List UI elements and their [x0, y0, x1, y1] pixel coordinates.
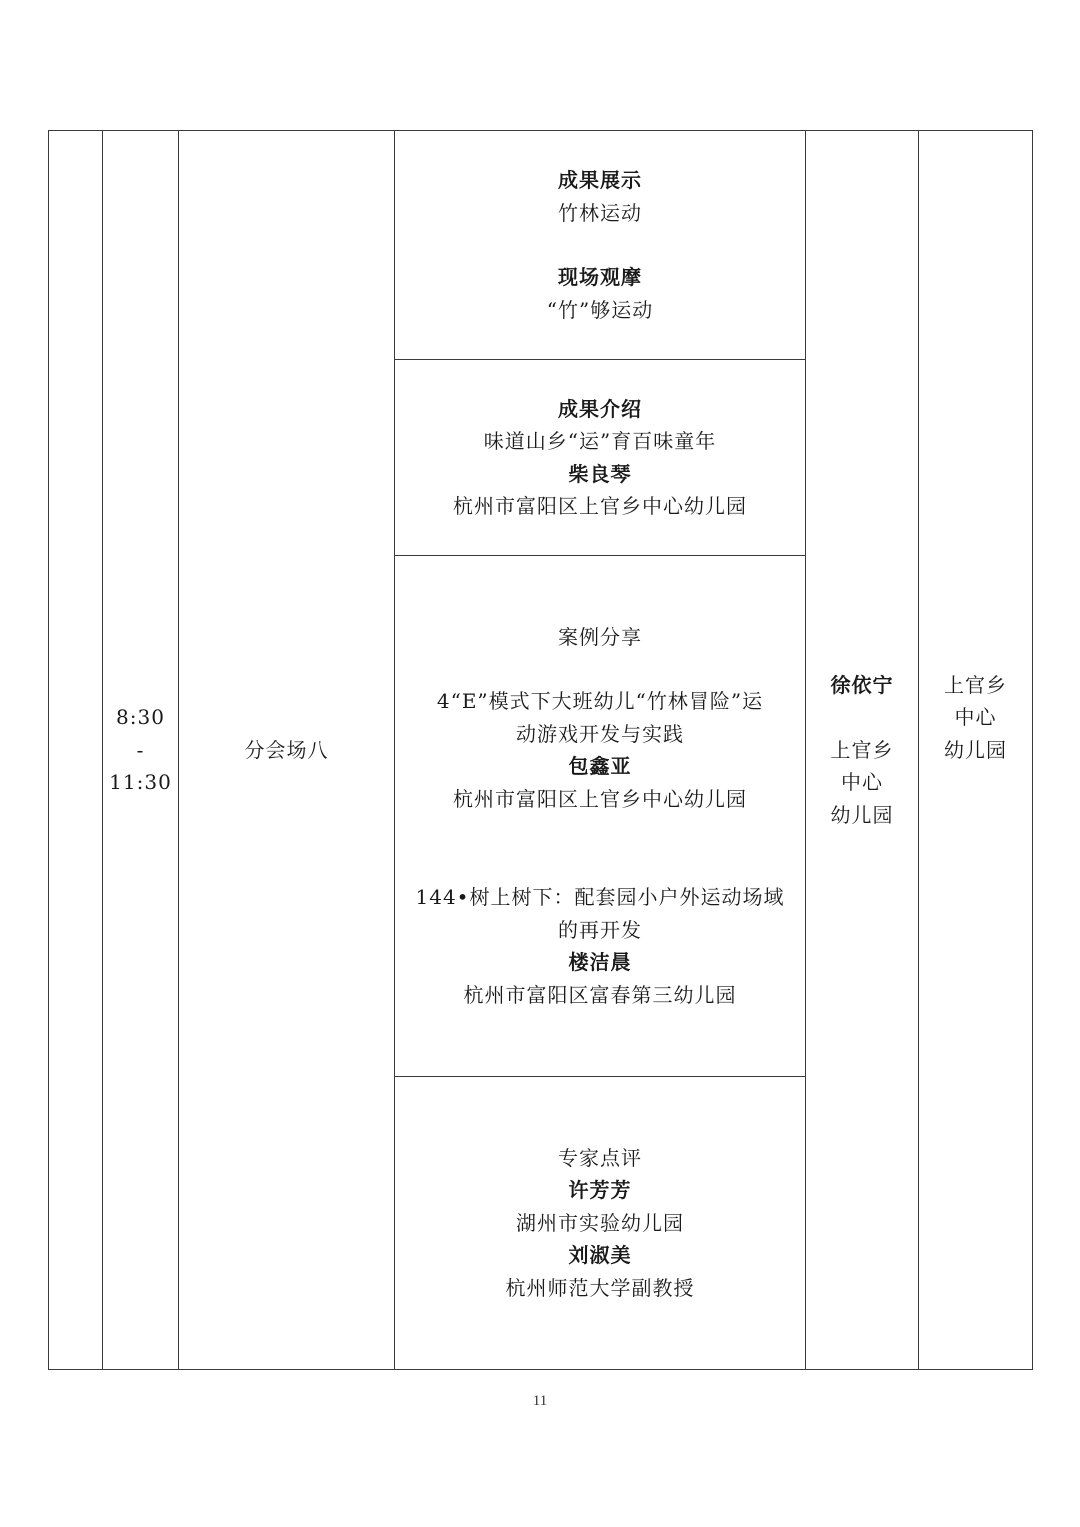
showcase-heading: 成果展示: [558, 168, 642, 192]
location-line1: 上官乡: [944, 672, 1007, 697]
location-cell: [919, 131, 1033, 1370]
time-dash: -: [136, 737, 145, 762]
host-cell: [806, 131, 919, 1370]
case-heading: 案例分享: [558, 624, 642, 649]
case1-org: 杭州市富阳区上官乡中心幼儿园: [453, 786, 747, 811]
case2-org: 杭州市富阳区富春第三幼儿园: [463, 982, 737, 1007]
time-cell: [103, 131, 179, 1370]
schedule-table: [48, 130, 1033, 1370]
intro-title: 味道山乡“运”育百味童年: [483, 429, 717, 453]
observation-heading: 现场观摩: [558, 265, 642, 289]
case2-title-line1: 144•树上树下：配套园小户外运动场域: [415, 885, 785, 910]
time-start: 8:30: [116, 705, 165, 730]
page-number: 11: [532, 1393, 548, 1409]
showcase-title: 竹林运动: [558, 200, 642, 225]
case1-title-line2: 动游戏开发与实践: [516, 721, 684, 746]
location-line3: 幼儿园: [944, 737, 1007, 762]
expert1-name: 许芳芳: [568, 1178, 632, 1203]
intro-presenter: 柴良琴: [568, 461, 632, 486]
host-org-line1: 上官乡: [830, 737, 894, 762]
case2-title-line2: 的再开发: [558, 917, 642, 942]
intro-heading: 成果介绍: [558, 396, 642, 421]
expert-heading: 专家点评: [558, 1145, 642, 1170]
venue-cell: 分会场八: [179, 131, 395, 1370]
showcase-cell: [395, 131, 806, 360]
case1-presenter: 包鑫亚: [568, 754, 632, 779]
expert2-name: 刘淑美: [568, 1243, 632, 1268]
expert2-org: 杭州师范大学副教授: [505, 1275, 695, 1300]
host-org-line3: 幼儿园: [830, 802, 894, 827]
case2-presenter: 楼洁晨: [568, 950, 632, 975]
empty-date-cell: [49, 131, 103, 1370]
achievement-intro-cell: [395, 360, 806, 556]
expert1-org: 湖州市实验幼儿园: [516, 1210, 684, 1235]
case1-title-line1: 4“E”模式下大班幼儿“竹林冒险”运: [436, 689, 764, 714]
location-line2: 中心: [954, 705, 997, 730]
host-name: 徐依宁: [830, 673, 894, 697]
case-sharing-cell: [395, 556, 806, 1077]
expert-review-cell: [395, 1077, 806, 1370]
observation-title: “竹”够运动: [546, 297, 654, 322]
time-end: 11:30: [109, 770, 172, 795]
host-org-line2: 中心: [841, 770, 883, 794]
intro-org: 杭州市富阳区上官乡中心幼儿园: [453, 494, 747, 518]
